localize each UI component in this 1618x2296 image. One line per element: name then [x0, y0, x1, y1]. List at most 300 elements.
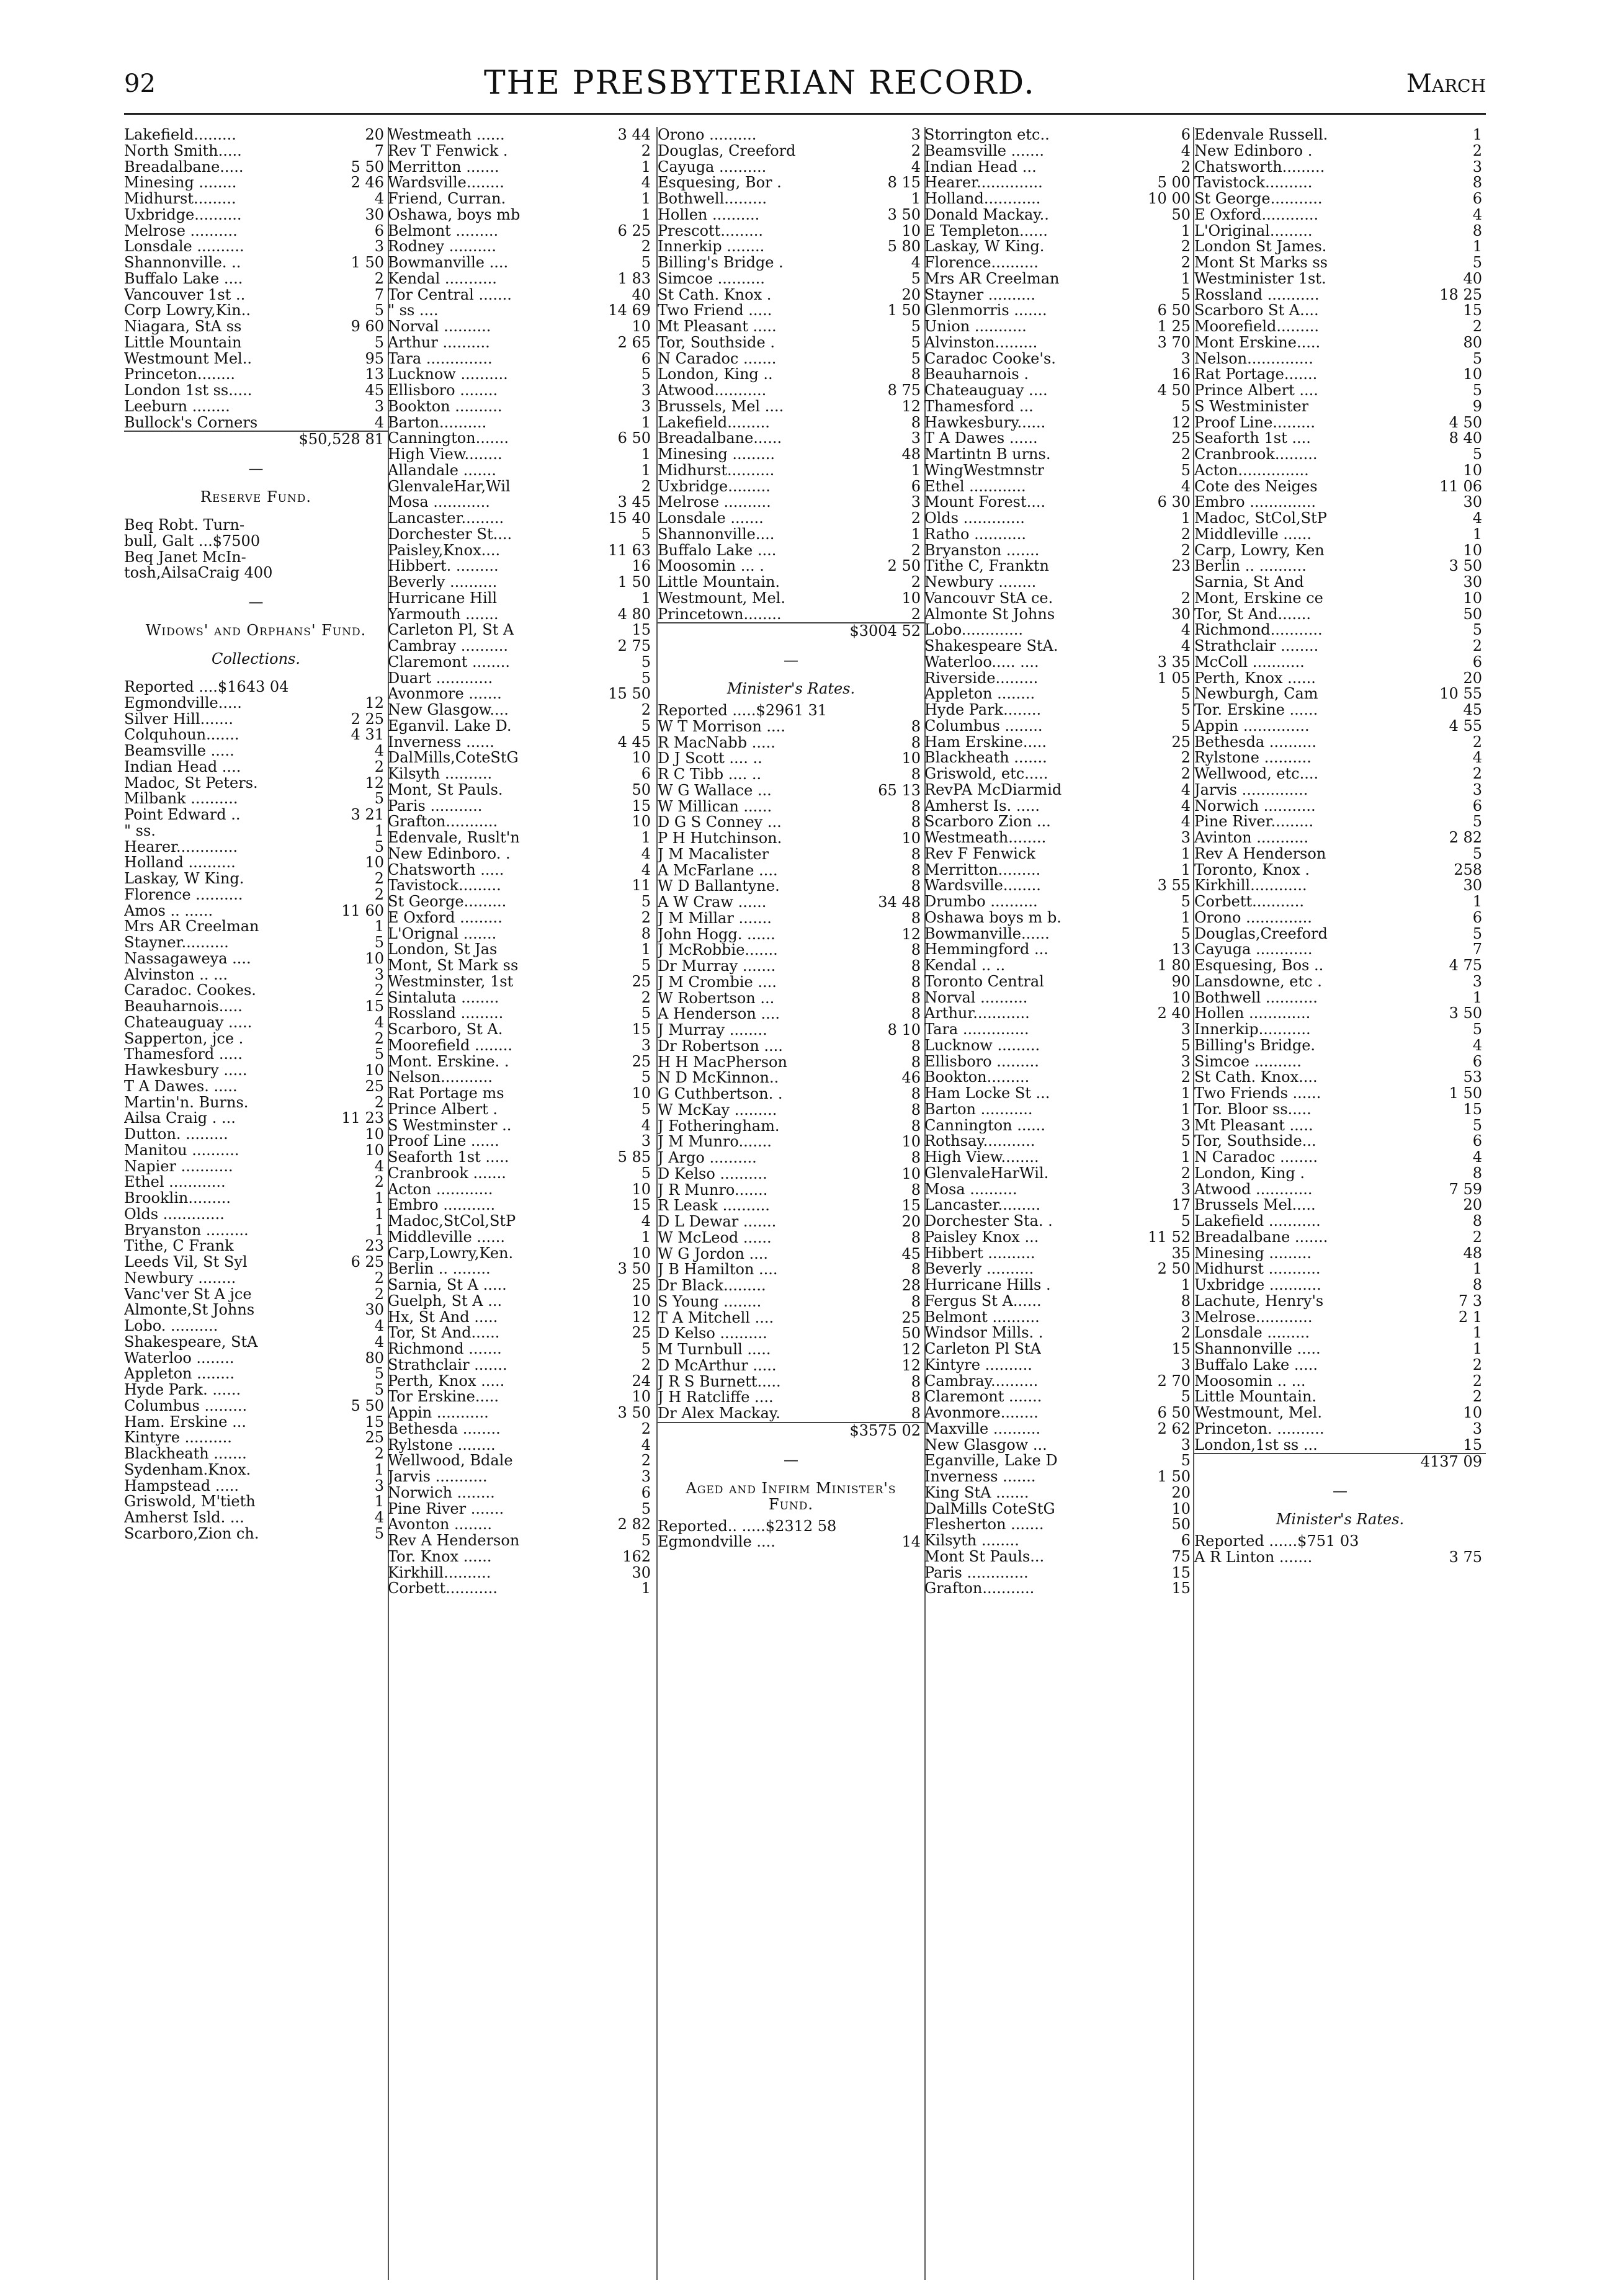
entry-name: Uxbridge......... — [658, 478, 771, 495]
entry-name: Yarmouth ....... — [388, 606, 499, 623]
list-item — [388, 1485, 655, 1501]
list-item — [1194, 335, 1486, 351]
entry-name: Cannington....... — [388, 431, 509, 447]
entry-name: J M Millar ....... — [658, 910, 772, 927]
entry-amount: 1 — [1472, 1260, 1482, 1278]
entry-name: Richmond........... — [1194, 622, 1323, 638]
entry-name: London, St Jas — [388, 942, 498, 958]
entry-name: Mont, St Pauls. — [388, 782, 503, 798]
list-item — [124, 351, 388, 367]
list-item — [388, 543, 655, 559]
entry-amount: 10 — [365, 854, 384, 872]
entry-amount: 5 — [1181, 397, 1191, 415]
entry-name: Rossland ........... — [1194, 287, 1320, 303]
entry-name: Reported.. .....$2312 58 — [658, 1518, 837, 1535]
list-item — [124, 565, 388, 581]
entry-name: Westminster, 1st — [388, 973, 514, 990]
list-item — [924, 798, 1194, 815]
list-item — [124, 271, 388, 287]
list-item — [388, 910, 655, 926]
list-item — [1194, 862, 1486, 878]
list-item — [124, 534, 388, 550]
spacer — [1194, 1527, 1486, 1534]
list-item — [388, 1565, 655, 1581]
entry-name: J Argo .......... — [658, 1150, 757, 1166]
list-item — [124, 775, 388, 792]
entry-amount: 25 — [632, 972, 651, 990]
entry-amount: 11 60 — [341, 901, 384, 919]
entry-name: N D McKinnon.. — [658, 1070, 779, 1086]
entry-name: Paisley,Knox.... — [388, 542, 501, 559]
list-item — [924, 463, 1194, 479]
entry-amount: 8 — [911, 365, 921, 383]
entry-name: Cayuga ............ — [1194, 942, 1313, 958]
entry-name: Ailsa Craig . ... — [124, 1110, 236, 1127]
entry-name: Glenmorris ....... — [924, 303, 1047, 319]
spacer — [124, 448, 388, 460]
list-item — [924, 1389, 1194, 1405]
list-item — [1194, 1293, 1486, 1310]
entry-name: Two Friend ..... — [658, 303, 772, 319]
entry-amount: 12 — [1171, 413, 1191, 431]
list-item — [124, 335, 388, 351]
entry-name: Toronto Central — [924, 973, 1044, 990]
entry-name: Corbett........... — [1194, 894, 1305, 910]
entry-name: Hearer............. — [124, 839, 238, 855]
entry-name: Laskay, W King. — [924, 239, 1045, 255]
entry-amount: 8 — [911, 1388, 921, 1406]
entry-amount: 2 — [374, 757, 384, 775]
total-amount: $3004 52 — [849, 622, 921, 640]
entry-name: Mount Forest.... — [924, 494, 1046, 511]
list-item — [924, 1421, 1194, 1437]
entry-name: St Cath. Knox.... — [1194, 1070, 1318, 1086]
entry-amount: 46 — [901, 1069, 921, 1087]
entry-name: Perth, Knox ...... — [1194, 670, 1316, 687]
entry-amount: 1 — [1181, 221, 1191, 239]
list-item — [1194, 638, 1486, 654]
entry-amount: 8 — [911, 1005, 921, 1023]
list-item — [388, 958, 655, 974]
list-item — [124, 1015, 388, 1031]
entry-amount: 8 — [911, 989, 921, 1007]
list-item — [388, 479, 655, 495]
entry-name: Allandale ....... — [388, 462, 497, 479]
list-item — [388, 846, 655, 862]
entry-amount: 2 62 — [1157, 1419, 1191, 1437]
entry-amount: 9 60 — [351, 318, 384, 335]
list-item — [388, 942, 655, 958]
entry-name: Sydenham.Knox. — [124, 1462, 251, 1478]
entry-name: Jarvis .............. — [1194, 782, 1308, 798]
list-item — [924, 447, 1194, 463]
entry-amount: 8 — [911, 973, 921, 991]
entry-amount: 1 — [641, 829, 651, 846]
list-item — [388, 862, 655, 878]
entry-amount: 5 — [374, 1045, 384, 1063]
list-item — [388, 207, 655, 223]
entry-name: Simcoe .......... — [658, 270, 765, 287]
entry-amount: 30 — [365, 1301, 384, 1319]
entry-amount: 5 — [1181, 685, 1191, 703]
entry-name: Appleton ........ — [124, 1366, 235, 1382]
list-item — [1194, 287, 1486, 303]
list-item — [1194, 814, 1486, 830]
entry-amount: 6 — [641, 765, 651, 782]
entry-amount: 15 — [1463, 1436, 1482, 1454]
entry-name: New Glasgow.... — [388, 702, 509, 718]
list-item — [924, 1182, 1194, 1198]
total-amount: $3575 02 — [849, 1421, 921, 1439]
section-subheading: Collections. — [212, 650, 300, 668]
entry-amount: 5 — [1181, 924, 1191, 942]
list-item — [388, 1517, 655, 1533]
entry-name: Strathclair ........ — [1194, 638, 1319, 654]
entry-amount: 1 05 — [1157, 669, 1191, 687]
entry-amount: 2 — [641, 477, 651, 495]
list-item — [924, 159, 1194, 176]
section-subheading: Minister's Rates. — [1276, 1511, 1405, 1528]
entry-amount: 1 — [1472, 1324, 1482, 1342]
entry-amount: 1 — [1181, 269, 1191, 287]
entry-name: Moosomin .. ... — [1194, 1373, 1306, 1390]
list-item — [1194, 735, 1486, 751]
list-item — [1194, 1325, 1486, 1341]
entry-amount: 3 — [1181, 829, 1191, 846]
entry-amount: 2 — [1472, 1228, 1482, 1246]
list-item — [924, 1374, 1194, 1390]
list-item — [658, 1246, 924, 1262]
entry-name: Buffalo Lake .... — [124, 270, 243, 287]
issue-month: March — [1406, 69, 1486, 98]
list-item — [1194, 942, 1486, 958]
entry-name: Tor, St And....... — [1194, 606, 1311, 623]
list-item — [924, 1054, 1194, 1070]
list-item — [924, 239, 1194, 255]
entry-amount: 5 — [1181, 1036, 1191, 1054]
entry-amount: 5 50 — [351, 158, 384, 176]
entry-name: Middleville ...... — [388, 1229, 506, 1246]
entry-name: Midhurst ........... — [1194, 1261, 1321, 1277]
entry-amount: 1 83 — [617, 269, 651, 287]
list-item — [1194, 1341, 1486, 1357]
entry-name: Lancaster......... — [924, 1197, 1041, 1213]
entry-name: Two Friends ...... — [1194, 1086, 1321, 1102]
entry-name: Westmount, Mel. — [1194, 1405, 1322, 1421]
entry-amount: 10 — [1171, 988, 1191, 1006]
entry-amount: 10 — [365, 1125, 384, 1143]
entry-amount: 1 — [1181, 908, 1191, 926]
publication-title: THE PRESBYTERIAN RECORD. — [484, 65, 1035, 102]
spacer — [658, 640, 924, 652]
list-item — [658, 351, 924, 367]
list-item — [658, 143, 924, 159]
entry-amount: 3 — [911, 127, 921, 143]
entry-amount: 2 — [1181, 589, 1191, 607]
entry-amount: 1 — [1472, 988, 1482, 1006]
list-item — [924, 271, 1194, 287]
entry-name: Milbank .......... — [124, 791, 238, 807]
entry-name: Bryanston ......... — [124, 1222, 249, 1239]
list-item — [388, 319, 655, 335]
entry-name: Madoc, StCol,StP — [1194, 511, 1327, 527]
entry-amount: 15 — [1171, 1340, 1191, 1357]
entry-amount: 4 — [641, 174, 651, 192]
entry-name: Kintyre .......... — [924, 1357, 1032, 1374]
column-1 — [124, 127, 388, 1542]
list-item — [1194, 1357, 1486, 1374]
entry-amount: 2 — [641, 141, 651, 159]
entry-name: Berlin .. .......... — [1194, 558, 1307, 574]
entry-amount: 25 — [365, 1429, 384, 1447]
list-item — [124, 1510, 388, 1526]
list-item — [388, 1374, 655, 1390]
entry-amount: 1 — [374, 1205, 384, 1223]
entry-name: Carp,Lowry,Ken. — [388, 1245, 514, 1262]
entry-amount: 10 — [632, 1388, 651, 1406]
list-item — [1194, 223, 1486, 239]
entry-amount: 2 — [1181, 445, 1191, 463]
section-heading: Reserve Fund. — [200, 488, 312, 506]
entry-amount: 4 80 — [617, 605, 651, 623]
list-item — [658, 207, 924, 223]
list-item — [924, 1006, 1194, 1022]
section-heading: Widows' and Orphans' Fund. — [145, 622, 367, 639]
list-item — [1194, 1022, 1486, 1038]
list-item — [124, 1031, 388, 1047]
list-item — [388, 798, 655, 815]
entry-amount: 34 48 — [878, 893, 921, 911]
entry-amount: 3 — [374, 1476, 384, 1494]
list-item — [658, 223, 924, 239]
column-total — [658, 1422, 924, 1439]
entry-name: Vancouver 1st .. — [124, 287, 246, 303]
entry-amount: 4 — [641, 1116, 651, 1134]
list-item — [658, 303, 924, 319]
entry-amount: 5 — [1472, 924, 1482, 942]
entry-name: Beq Janet McIn- — [124, 549, 246, 566]
list-item — [924, 718, 1194, 735]
entry-amount: 1 50 — [1449, 1084, 1482, 1102]
list-item — [388, 191, 655, 207]
entry-amount: 95 — [365, 349, 384, 367]
entry-amount: 2 — [374, 1285, 384, 1303]
list-item — [388, 1022, 655, 1038]
entry-amount: 5 85 — [617, 1148, 651, 1166]
entry-name: Hyde Park........ — [924, 702, 1042, 718]
list-item — [924, 303, 1194, 319]
column-total — [124, 431, 388, 448]
entry-name: High View........ — [924, 1150, 1039, 1166]
entry-name: Westmeath ...... — [388, 127, 505, 143]
entry-name: Lonsdale ......... — [1194, 1325, 1310, 1341]
entry-amount: 1 — [1181, 1276, 1191, 1293]
list-item — [1194, 750, 1486, 766]
entry-amount: 4 45 — [617, 733, 651, 751]
entry-amount: 40 — [1463, 269, 1482, 287]
entry-amount: 5 80 — [887, 238, 921, 256]
entry-amount: 5 — [1181, 1132, 1191, 1150]
spacer — [658, 1512, 924, 1519]
entry-name: Inverness ...... — [388, 734, 494, 751]
entry-amount: 8 — [911, 861, 921, 879]
list-item — [1194, 798, 1486, 815]
list-item — [388, 1469, 655, 1485]
entry-name: London 1st ss..... — [124, 383, 253, 399]
spacer — [658, 1439, 924, 1452]
entry-amount: 6 — [641, 1483, 651, 1501]
list-item — [1194, 1150, 1486, 1166]
entry-name: Ellisboro ......... — [924, 1053, 1039, 1070]
entry-name: L'Original......... — [1194, 223, 1313, 239]
entry-amount: 8 — [911, 1228, 921, 1246]
entry-amount: 5 — [641, 717, 651, 735]
list-item — [658, 831, 924, 847]
entry-amount: 5 — [1472, 254, 1482, 271]
entry-name: Edenvale Russell. — [1194, 127, 1328, 143]
entry-name: Sintaluta ........ — [388, 989, 499, 1006]
list-item — [1194, 479, 1486, 495]
list-item — [124, 1382, 388, 1398]
entry-name: Indian Head ... — [924, 159, 1037, 176]
entry-amount: 10 — [632, 749, 651, 767]
entry-amount: 2 82 — [617, 1516, 651, 1534]
entry-name: Arthur .......... — [388, 334, 490, 351]
entry-amount: 10 — [1463, 589, 1482, 607]
entry-amount: 3 50 — [1449, 557, 1482, 575]
entry-amount: 50 — [1171, 205, 1191, 223]
entry-name: Griswold, M'tieth — [124, 1494, 256, 1510]
list-item — [924, 830, 1194, 846]
entry-amount: 20 — [1463, 1196, 1482, 1214]
entry-amount: 10 — [632, 1180, 651, 1198]
entry-amount: 4 — [374, 1157, 384, 1175]
entry-amount: 2 50 — [887, 557, 921, 575]
entry-amount: 13 — [1171, 940, 1191, 958]
entry-amount — [382, 565, 388, 581]
entry-amount: 1 — [641, 190, 651, 207]
entry-name: Berlin .. ........ — [388, 1261, 491, 1277]
entry-name: Acton............... — [1194, 462, 1309, 479]
entry-name: Vancouvr StA ce. — [924, 590, 1053, 607]
list-item — [658, 735, 924, 751]
entry-name: Avonmore........ — [924, 1405, 1039, 1421]
entry-name: Perth, Knox ..... — [388, 1373, 505, 1390]
entry-amount: 5 — [1181, 1212, 1191, 1230]
entry-name: J M Macalister — [658, 846, 769, 863]
entry-name: Egmondville..... — [124, 695, 242, 712]
list-item — [924, 1102, 1194, 1118]
list-item — [124, 1079, 388, 1095]
list-item — [388, 399, 655, 415]
list-item — [924, 702, 1194, 718]
entry-amount: 5 — [1472, 1116, 1482, 1134]
entry-name: J Fotheringham. — [658, 1118, 780, 1135]
entry-name: Nelson.............. — [1194, 351, 1313, 367]
entry-amount: 20 — [901, 285, 921, 303]
entry-name: Midhurst......... — [124, 191, 236, 207]
list-item — [1194, 654, 1486, 671]
entry-name: Embro .............. — [1194, 494, 1316, 511]
entry-name: Uxbridge ........... — [1194, 1277, 1321, 1293]
entry-amount: 2 — [641, 238, 651, 256]
list-item — [1194, 383, 1486, 399]
entry-name: Alvinston......... — [924, 334, 1038, 351]
entry-amount: 4 — [1181, 780, 1191, 798]
list-item — [124, 191, 388, 207]
list-item — [924, 415, 1194, 431]
entry-name: Appin ........... — [388, 1405, 489, 1421]
entry-amount: 8 — [911, 1149, 921, 1166]
entry-name: Princeton. .......... — [1194, 1421, 1325, 1437]
list-item — [388, 671, 655, 687]
entry-name: Hollen ............. — [1194, 1006, 1311, 1022]
list-item — [658, 607, 924, 623]
entry-name: Beauharnois . — [924, 367, 1029, 383]
list-item — [658, 958, 924, 975]
entry-name: Cambray .......... — [388, 638, 509, 654]
entry-amount: 2 40 — [1157, 1004, 1191, 1022]
list-item — [124, 399, 388, 415]
entry-amount: 17 — [1171, 1196, 1191, 1214]
entry-amount: 5 — [641, 893, 651, 910]
entry-name: Napier ........... — [124, 1158, 233, 1175]
entry-name: Westmount Mel.. — [124, 351, 252, 367]
list-item — [658, 239, 924, 255]
entry-name: bull, Galt ...$7500 — [124, 533, 261, 550]
list-item — [658, 447, 924, 463]
entry-name: Strathclair ....... — [388, 1357, 507, 1374]
entry-amount: 10 — [901, 1164, 921, 1182]
entry-amount: 5 — [641, 669, 651, 687]
entry-amount: 1 80 — [1157, 957, 1191, 974]
entry-amount: 8 — [911, 909, 921, 927]
list-item — [924, 511, 1194, 527]
section-separator: — — [248, 460, 264, 477]
entry-amount: 5 — [641, 365, 651, 383]
entry-amount: 35 — [1171, 1244, 1191, 1262]
list-item — [1194, 1230, 1486, 1246]
entry-name: Merritton......... — [924, 862, 1041, 878]
entry-name: Corp Lowry,Kin.. — [124, 303, 251, 319]
entry-amount: 15 — [632, 1196, 651, 1214]
entry-amount: 2 — [374, 885, 384, 903]
entry-amount: 3 — [641, 1036, 651, 1054]
entry-amount: 25 — [632, 1052, 651, 1070]
list-item — [1194, 271, 1486, 287]
list-item — [924, 1197, 1194, 1213]
entry-name: Inverness ....... — [924, 1469, 1036, 1485]
entry-name: Beq Robt. Turn- — [124, 517, 245, 534]
list-item — [388, 1006, 655, 1022]
list-item — [124, 951, 388, 967]
list-item — [388, 1150, 655, 1166]
list-item — [924, 1485, 1194, 1501]
list-item — [124, 1302, 388, 1318]
list-item — [1194, 878, 1486, 894]
list-item — [388, 143, 655, 159]
list-item — [388, 463, 655, 479]
entry-name: Vanc'ver St A jce — [124, 1286, 252, 1303]
entry-amount: 6 — [1181, 127, 1191, 143]
entry-name: Hearer.............. — [924, 175, 1043, 191]
entry-name: Wardsville........ — [388, 175, 504, 191]
list-item — [388, 990, 655, 1006]
entry-amount: 8 — [911, 941, 921, 959]
list-item — [388, 239, 655, 255]
entry-name: S Young ........ — [658, 1293, 762, 1310]
entry-name: St George......... — [388, 894, 507, 910]
